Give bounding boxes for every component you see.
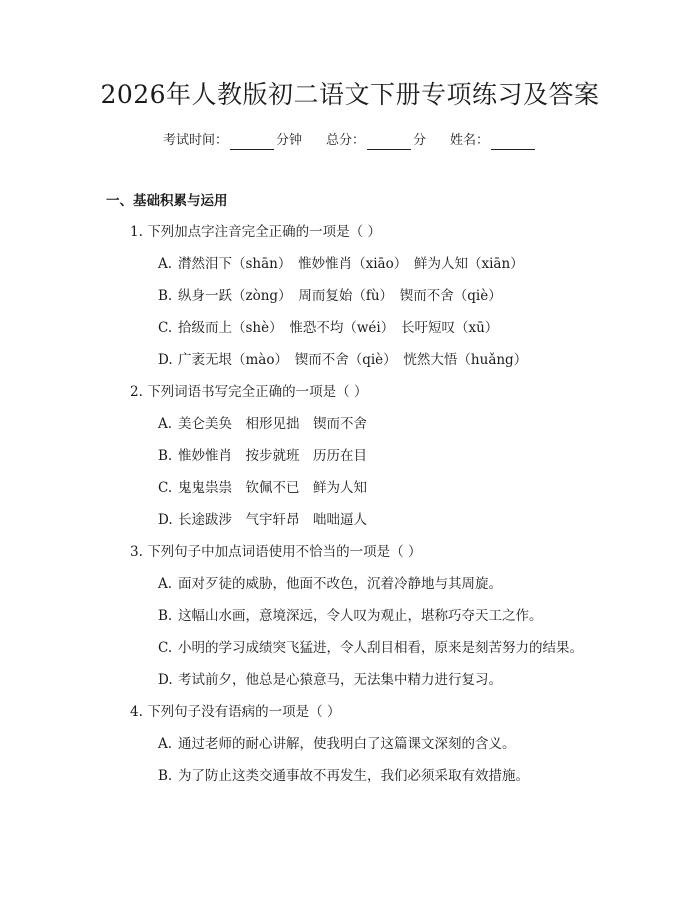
question-1-option-b (158, 287, 502, 305)
option-letter: A. (158, 576, 173, 592)
option-letter: B. (158, 288, 173, 304)
option-letter: D. (158, 512, 173, 528)
exam-time-field (163, 132, 302, 150)
question-3 (130, 543, 421, 561)
exam-time-unit: 分钟 (275, 133, 302, 148)
student-name-label: 姓名： (450, 133, 490, 148)
question-number: 1. (130, 224, 143, 240)
option-letter: C. (158, 320, 173, 336)
student-name-field (450, 132, 537, 150)
question-text: 下列词语书写完全正确的一项是（ ） (147, 384, 368, 400)
exam-time-blank (230, 135, 274, 150)
total-score-label: 总分： (325, 133, 365, 148)
option-text: 长途跋涉 气宇轩昂 咄咄逼人 (178, 512, 367, 528)
total-score-unit: 分 (413, 133, 427, 148)
option-letter: B. (158, 768, 173, 784)
option-text: 鬼鬼祟祟 钦佩不已 鲜为人知 (178, 480, 367, 496)
section-heading: 一、基础积累与运用 (106, 193, 228, 209)
question-3-option-a (158, 575, 502, 593)
question-4 (130, 703, 340, 721)
option-text: 拾级而上（shè） 惟恐不均（wéi） 长吁短叹（xū） (178, 320, 499, 336)
question-2-option-c (158, 479, 367, 497)
option-text: 小明的学习成绩突飞猛进，令人刮目相看，原来是刻苦努力的结果。 (178, 640, 583, 656)
option-letter: D. (158, 672, 173, 688)
option-text: 通过老师的耐心讲解，使我明白了这篇课文深刻的含义。 (178, 736, 516, 752)
option-letter: C. (158, 480, 173, 496)
total-score-blank (367, 135, 411, 150)
student-name-blank (491, 135, 535, 150)
option-text: 这幅山水画，意境深远，令人叹为观止，堪称巧夺天工之作。 (178, 608, 543, 624)
question-number: 3. (130, 544, 143, 560)
exam-time-label: 考试时间： (162, 133, 228, 148)
question-text: 下列句子中加点词语使用不恰当的一项是（ ） (147, 544, 422, 560)
option-text: 潸然泪下（shān） 惟妙惟肖（xiāo） 鲜为人知（xiān） (178, 256, 524, 272)
question-3-option-d (158, 671, 502, 689)
option-letter: A. (158, 736, 173, 752)
question-2-option-b (158, 447, 367, 465)
option-text: 纵身一跃（zòng） 周而复始（fù） 锲而不舍（qiè） (178, 288, 502, 304)
option-text: 为了防止这类交通事故不再发生，我们必须采取有效措施。 (178, 768, 529, 784)
question-2 (130, 383, 367, 401)
question-text: 下列加点字注音完全正确的一项是（ ） (147, 224, 381, 240)
question-text: 下列句子没有语病的一项是（ ） (147, 704, 341, 720)
question-3-option-b (158, 607, 543, 625)
option-text: 美仑美奂 相形见拙 锲而不舍 (178, 416, 367, 432)
option-letter: D. (158, 352, 173, 368)
question-2-option-a (158, 415, 367, 433)
question-3-option-c (158, 639, 583, 657)
question-1 (130, 223, 381, 241)
option-letter: A. (158, 416, 173, 432)
question-2-option-d (158, 511, 367, 529)
question-number: 4. (130, 704, 143, 720)
option-text: 惟妙惟肖 按步就班 历历在目 (178, 448, 367, 464)
question-1-option-c (158, 319, 498, 337)
option-text: 面对歹徒的威胁，他面不改色，沉着冷静地与其周旋。 (178, 576, 502, 592)
document-title: 2026年人教版初二语文下册专项练习及答案 (100, 80, 600, 109)
question-1-option-d (158, 351, 527, 369)
option-letter: C. (158, 640, 173, 656)
question-1-option-a (158, 255, 524, 273)
option-text: 广袤无垠（mào） 锲而不舍（qiè） 恍然大悟（huǎng） (178, 352, 528, 368)
question-number: 2. (130, 384, 143, 400)
question-4-option-a (158, 735, 516, 753)
question-4-option-b (158, 767, 529, 785)
exam-meta-line (0, 132, 700, 150)
option-letter: B. (158, 448, 173, 464)
option-letter: B. (158, 608, 173, 624)
option-letter: A. (158, 256, 173, 272)
total-score-field (326, 132, 426, 150)
option-text: 考试前夕，他总是心猿意马，无法集中精力进行复习。 (178, 672, 502, 688)
